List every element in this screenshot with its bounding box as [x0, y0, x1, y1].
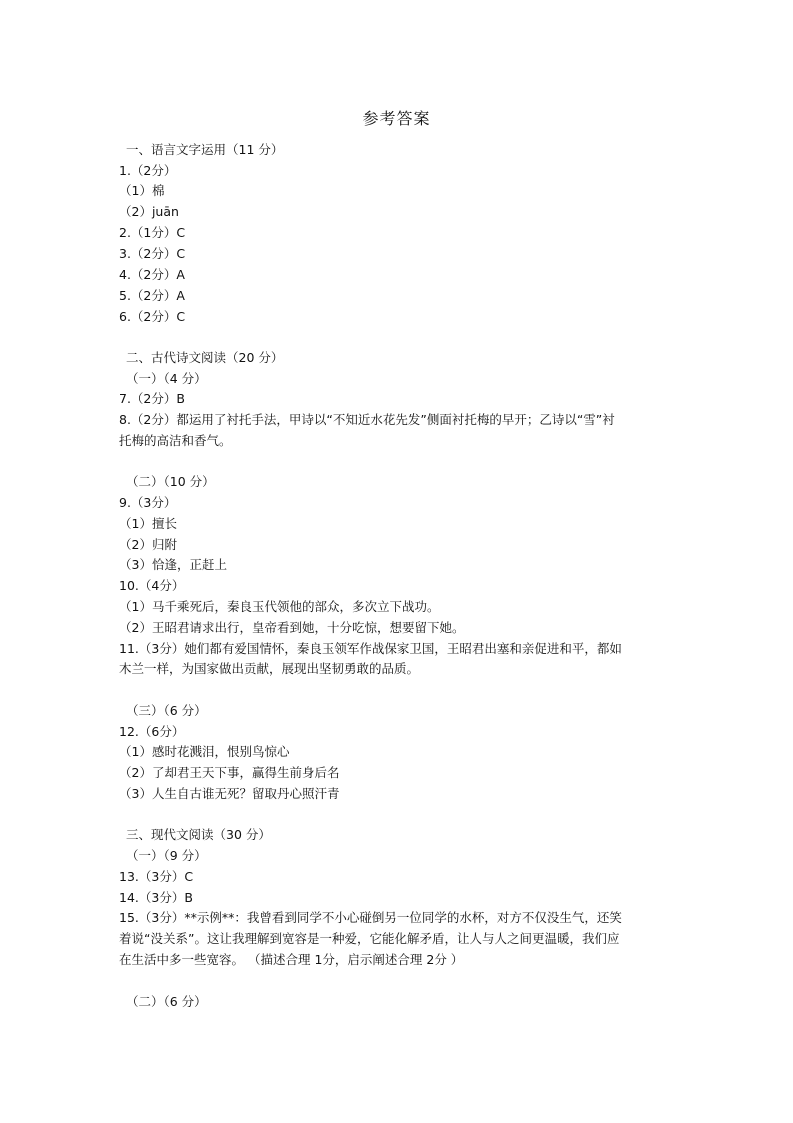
section-3-part-2: （二）（6 分） [126, 994, 207, 1009]
section-1-heading: 一、语言文字运用（11 分） [126, 142, 284, 157]
section-2-part-3: （三）（6 分） [126, 703, 207, 718]
answer-q2: 2.（1分）C [119, 225, 186, 240]
section-2-part-1: （一）（4 分） [126, 371, 207, 386]
answer-q5: 5.（2分）A [119, 288, 185, 303]
answer-q12: 12.（6分） [119, 724, 185, 739]
answer-q3: 3.（2分）C [119, 246, 186, 261]
answer-q8-line1: 8.（2分）都运用了衬托手法，甲诗以“不知近水花先发”侧面衬托梅的早开；乙诗以“雪”衬 [119, 412, 615, 427]
answer-q10: 10.（4分） [119, 578, 185, 593]
section-2-heading: 二、古代诗文阅读（20 分） [126, 350, 284, 365]
answer-q9-part2: （2）归附 [119, 537, 177, 552]
answer-q15-line2: 着说“没关系”。这让我理解到宽容是一种爱，它能化解矛盾，让人与人之间更温暖，我们应 [119, 931, 620, 946]
answer-q1-part2: （2）juān [119, 204, 179, 219]
section-3-part-1: （一）（9 分） [126, 848, 207, 863]
answer-q6: 6.（2分）C [119, 309, 186, 324]
answer-q9-part1: （1）擅长 [119, 516, 177, 531]
answer-q9-part3: （3）恰逢，正赶上 [119, 557, 227, 572]
answer-q12-part2: （2）了却君王天下事，赢得生前身后名 [119, 765, 340, 780]
section-3-heading: 三、现代文阅读（30 分） [126, 827, 271, 842]
page-title: 参考答案 [362, 109, 431, 128]
answer-q11-line1: 11.（3分）她们都有爱国情怀，秦良玉领军作战保家卫国，王昭君出塞和亲促进和平，都如 [119, 641, 622, 656]
answer-q10-part2: （2）王昭君请求出行，皇帝看到她，十分吃惊，想要留下她。 [119, 620, 465, 635]
answer-q15-line3: 在生活中多一些宽容。 （描述合理 1分，启示阐述合理 2分 ） [119, 952, 464, 967]
answer-q14: 14.（3分）B [119, 890, 193, 905]
answer-q12-part1: （1）感时花溅泪，恨别鸟惊心 [119, 744, 290, 759]
answer-q8-line2: 托梅的高洁和香气。 [119, 433, 232, 448]
answer-q11-line2: 木兰一样，为国家做出贡献，展现出坚韧勇敢的品质。 [119, 661, 420, 676]
answer-q1: 1.（2分） [119, 163, 177, 178]
answer-q9: 9.（3分） [119, 495, 177, 510]
answer-q1-part1: （1）棉 [119, 183, 165, 198]
section-2-part-2: （二）（10 分） [126, 474, 215, 489]
answer-q12-part3: （3）人生自古谁无死？留取丹心照汗青 [119, 786, 340, 801]
answer-q7: 7.（2分）B [119, 391, 185, 406]
answer-q15-line1: 15.（3分）**示例**：我曾看到同学不小心碰倒另一位同学的水杯，对方不仅没生气，还笑 [119, 910, 622, 925]
answer-q10-part1: （1）马千乘死后，秦良玉代领他的部众，多次立下战功。 [119, 599, 440, 614]
answer-q13: 13.（3分）C [119, 869, 194, 884]
answer-q4: 4.（2分）A [119, 267, 185, 282]
